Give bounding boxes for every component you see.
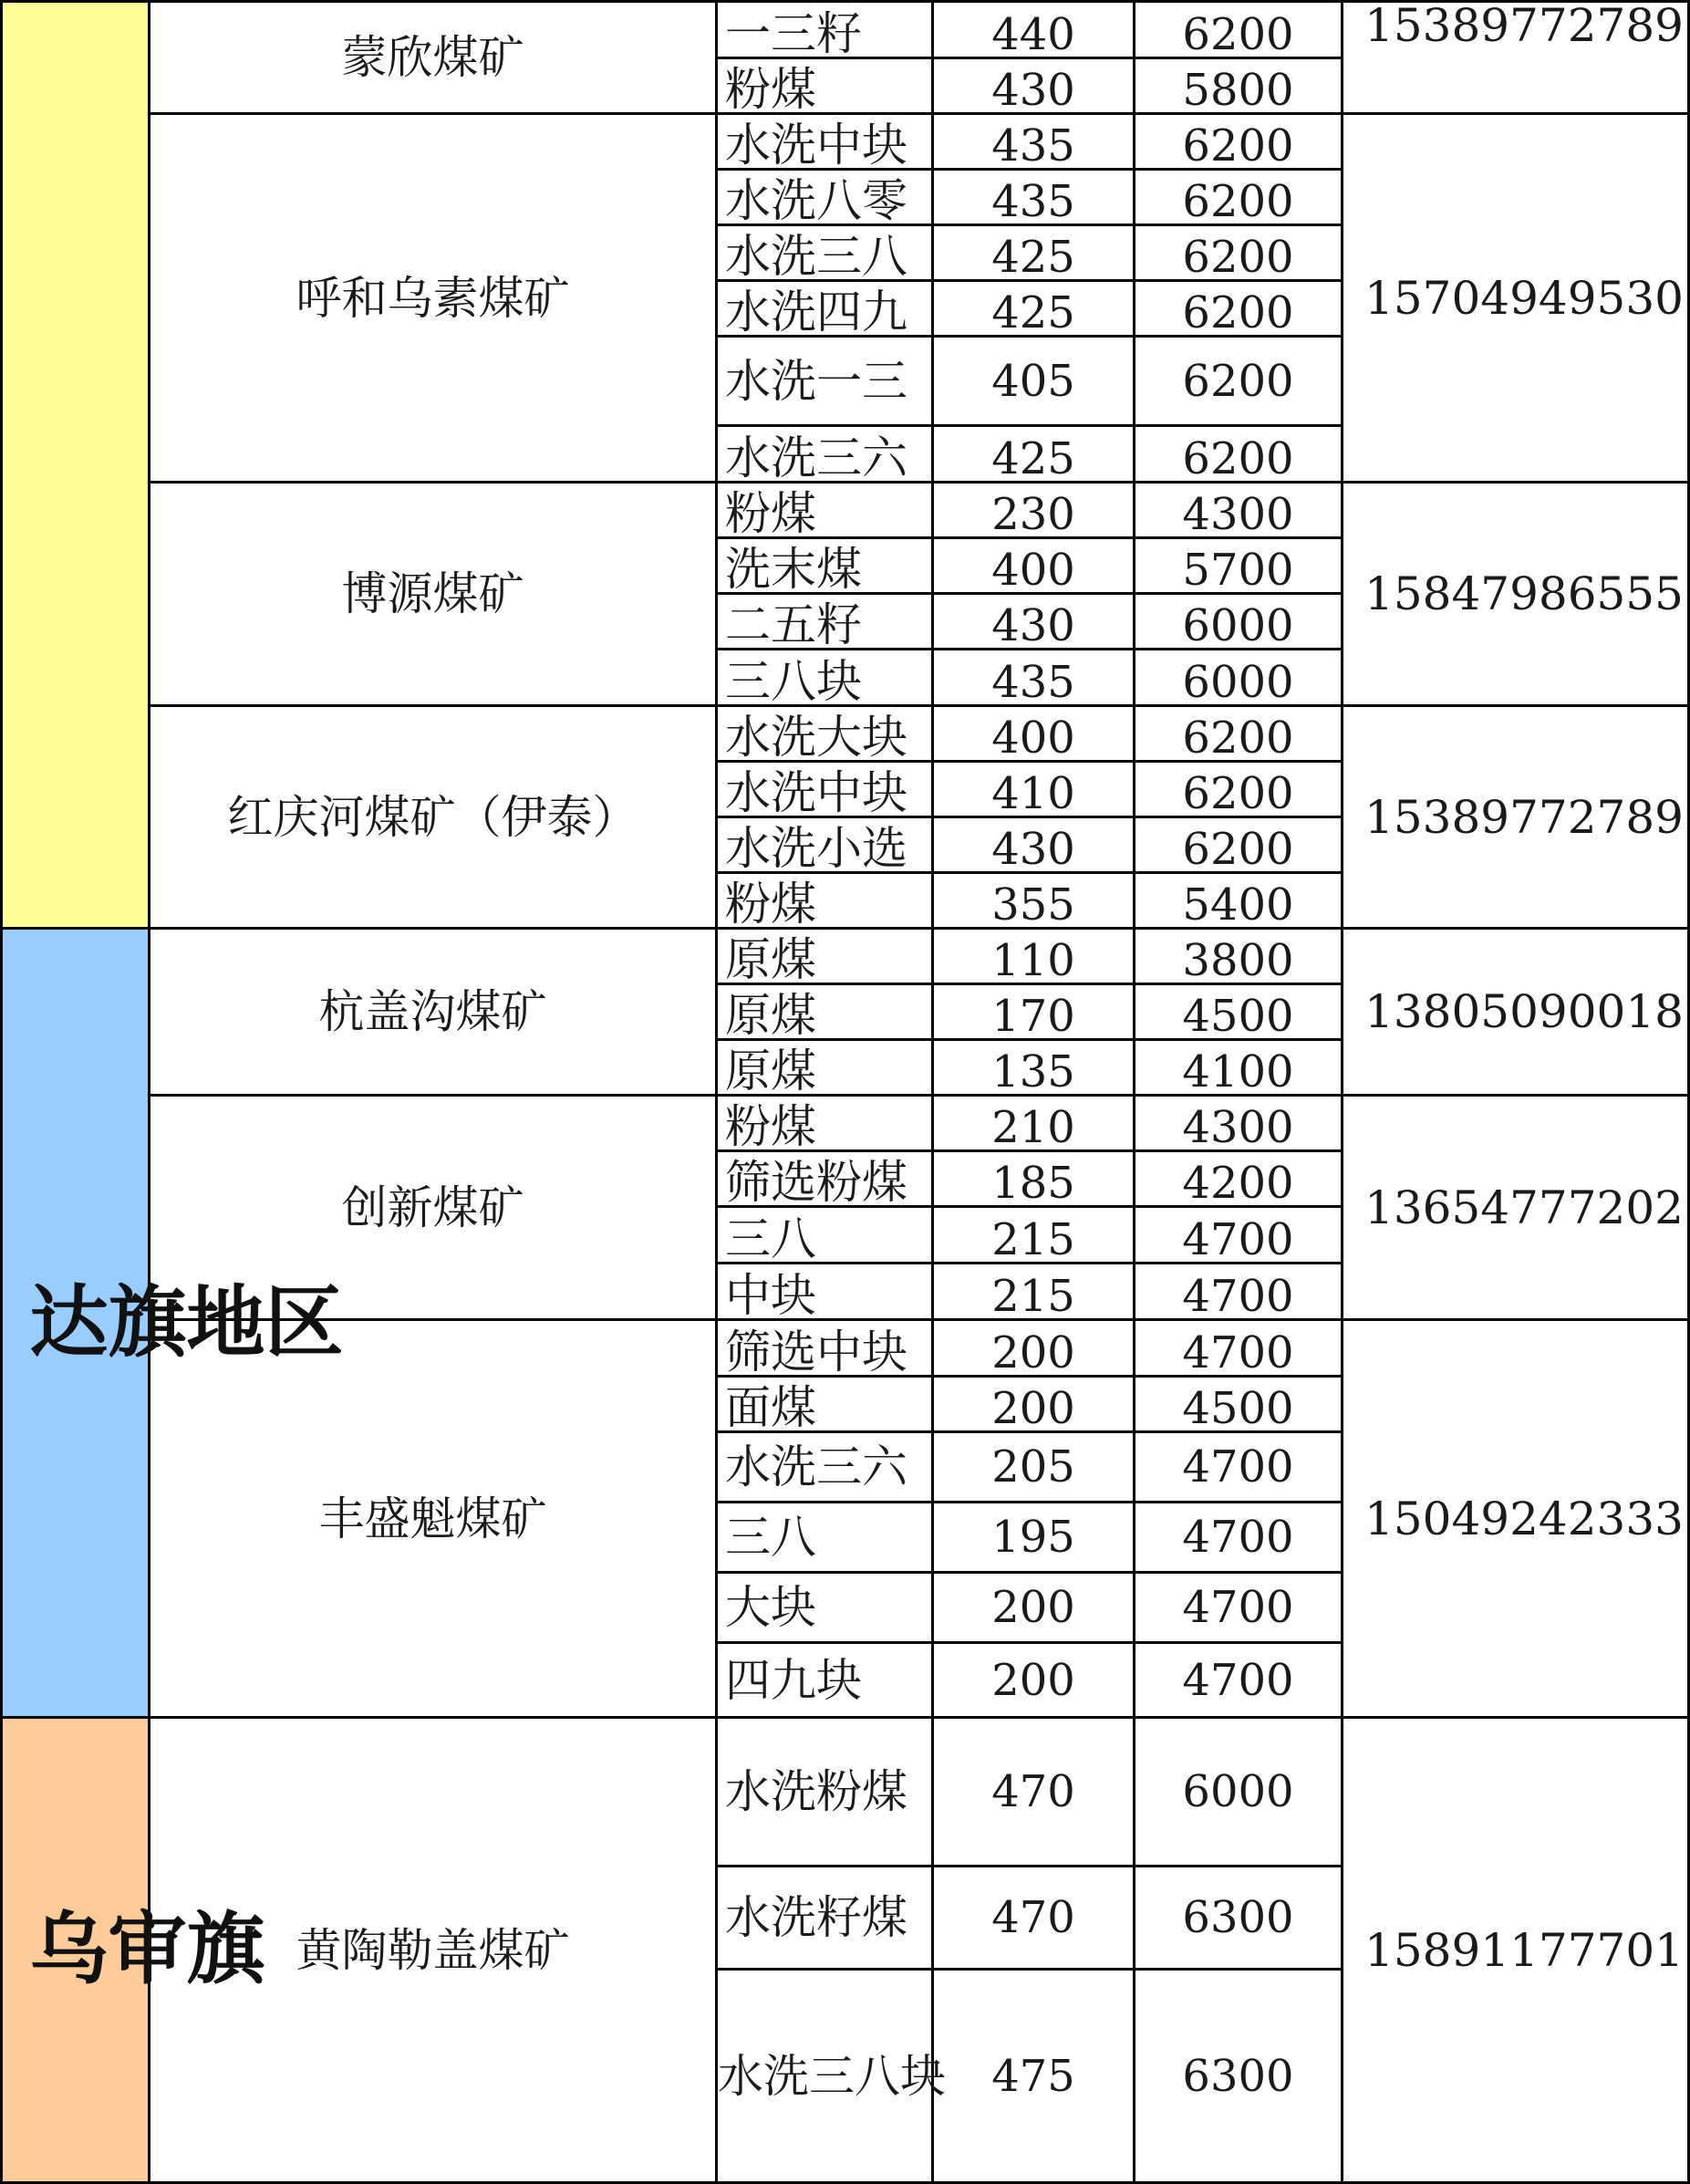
product-name: 三八 (717, 1503, 933, 1573)
calorie-value: 4200 (1135, 1151, 1343, 1207)
price-value: 170 (933, 984, 1135, 1040)
calorie-value: 5400 (1135, 873, 1343, 929)
calorie-value: 4700 (1135, 1643, 1343, 1718)
product-name: 水洗粉煤 (717, 1718, 933, 1867)
price-value: 410 (933, 762, 1135, 817)
price-value: 430 (933, 594, 1135, 650)
phone-number: 15891177701 (1343, 1718, 1689, 2183)
product-name: 水洗三六 (717, 1432, 933, 1503)
calorie-value: 4700 (1135, 1503, 1343, 1573)
mine-name: 黄陶勒盖煤矿 (150, 1718, 717, 2183)
phone-number: 13805090018 (1343, 929, 1689, 1096)
product-name: 面煤 (717, 1377, 933, 1432)
mine-name: 呼和乌素煤矿 (150, 114, 717, 483)
calorie-value: 6200 (1135, 225, 1343, 281)
phone-number: 15049242333 (1343, 1320, 1689, 1718)
product-name: 水洗三八块 (717, 1970, 933, 2183)
table-row (2, 929, 1689, 984)
calorie-value: 4700 (1135, 1207, 1343, 1264)
product-name: 一三籽 (717, 2, 933, 58)
table-row (2, 706, 1689, 762)
price-value: 205 (933, 1432, 1135, 1503)
price-value: 215 (933, 1207, 1135, 1264)
calorie-value: 4100 (1135, 1040, 1343, 1096)
mine-name: 红庆河煤矿（伊泰） (150, 706, 717, 929)
product-name: 粉煤 (717, 1096, 933, 1151)
price-value: 425 (933, 225, 1135, 281)
mine-name: 博源煤矿 (150, 483, 717, 706)
price-value: 215 (933, 1264, 1135, 1320)
product-name: 原煤 (717, 929, 933, 984)
mine-name: 杭盖沟煤矿 (150, 929, 717, 1096)
product-name: 水洗三八 (717, 225, 933, 281)
table-row (2, 2, 1689, 58)
price-value: 435 (933, 650, 1135, 706)
calorie-value: 6300 (1135, 1867, 1343, 1970)
price-value: 470 (933, 1718, 1135, 1867)
price-value: 210 (933, 1096, 1135, 1151)
price-value: 405 (933, 337, 1135, 426)
product-name: 水洗四九 (717, 281, 933, 337)
product-name: 原煤 (717, 984, 933, 1040)
product-name: 粉煤 (717, 483, 933, 538)
product-name: 筛选粉煤 (717, 1151, 933, 1207)
mine-name: 丰盛魁煤矿 (150, 1320, 717, 1718)
calorie-value: 5700 (1135, 538, 1343, 594)
price-value: 440 (933, 2, 1135, 58)
calorie-value: 3800 (1135, 929, 1343, 984)
price-value: 200 (933, 1643, 1135, 1718)
product-name: 大块 (717, 1573, 933, 1643)
region-cell (2, 2, 150, 929)
calorie-value: 6000 (1135, 650, 1343, 706)
calorie-value: 6200 (1135, 762, 1343, 817)
calorie-value: 6200 (1135, 281, 1343, 337)
calorie-value: 6200 (1135, 426, 1343, 483)
calorie-value: 4700 (1135, 1573, 1343, 1643)
product-name: 粉煤 (717, 873, 933, 929)
calorie-value: 6000 (1135, 594, 1343, 650)
phone-number: 15389772789 (1343, 706, 1689, 929)
calorie-value: 5800 (1135, 58, 1343, 114)
price-value: 435 (933, 170, 1135, 225)
calorie-value: 6200 (1135, 170, 1343, 225)
price-value: 435 (933, 114, 1135, 170)
price-value: 230 (933, 483, 1135, 538)
product-name: 洗末煤 (717, 538, 933, 594)
price-value: 400 (933, 706, 1135, 762)
price-value: 195 (933, 1503, 1135, 1573)
product-name: 中块 (717, 1264, 933, 1320)
calorie-value: 4500 (1135, 1377, 1343, 1432)
phone-number: 15389772789 (1343, 2, 1689, 114)
product-name: 四九块 (717, 1643, 933, 1718)
product-name: 水洗大块 (717, 706, 933, 762)
price-value: 430 (933, 817, 1135, 873)
price-value: 185 (933, 1151, 1135, 1207)
price-value: 200 (933, 1573, 1135, 1643)
product-name: 水洗中块 (717, 114, 933, 170)
table-row (2, 1718, 1689, 1867)
price-value: 430 (933, 58, 1135, 114)
product-name: 粉煤 (717, 58, 933, 114)
calorie-value: 6200 (1135, 114, 1343, 170)
calorie-value: 6200 (1135, 817, 1343, 873)
calorie-value: 6200 (1135, 706, 1343, 762)
mine-name: 创新煤矿 (150, 1096, 717, 1320)
calorie-value: 4300 (1135, 1096, 1343, 1151)
price-value: 135 (933, 1040, 1135, 1096)
price-value: 475 (933, 1970, 1135, 2183)
calorie-value: 4700 (1135, 1264, 1343, 1320)
product-name: 水洗三六 (717, 426, 933, 483)
price-value: 470 (933, 1867, 1135, 1970)
product-name: 原煤 (717, 1040, 933, 1096)
region-cell: 乌审旗 (2, 1718, 150, 2183)
product-name: 三八 (717, 1207, 933, 1264)
calorie-value: 6300 (1135, 1970, 1343, 2183)
table-row (2, 1096, 1689, 1151)
price-value: 425 (933, 281, 1135, 337)
price-value: 200 (933, 1320, 1135, 1377)
mine-name: 蒙欣煤矿 (150, 2, 717, 114)
calorie-value: 6000 (1135, 1718, 1343, 1867)
calorie-value: 6200 (1135, 337, 1343, 426)
product-name: 水洗一三 (717, 337, 933, 426)
calorie-value: 6200 (1135, 2, 1343, 58)
price-value: 400 (933, 538, 1135, 594)
calorie-value: 4300 (1135, 483, 1343, 538)
phone-number: 13654777202 (1343, 1096, 1689, 1320)
price-value: 355 (933, 873, 1135, 929)
product-name: 水洗籽煤 (717, 1867, 933, 1970)
price-value: 200 (933, 1377, 1135, 1432)
product-name: 三八块 (717, 650, 933, 706)
table-row (2, 483, 1689, 538)
product-name: 水洗八零 (717, 170, 933, 225)
table-row (2, 114, 1689, 170)
phone-number: 15704949530 (1343, 114, 1689, 483)
calorie-value: 4700 (1135, 1432, 1343, 1503)
region-cell: 达旗地区 (2, 929, 150, 1718)
product-name: 二五籽 (717, 594, 933, 650)
product-name: 水洗中块 (717, 762, 933, 817)
phone-number: 15847986555 (1343, 483, 1689, 706)
product-name: 筛选中块 (717, 1320, 933, 1377)
price-value: 110 (933, 929, 1135, 984)
product-name: 水洗小选 (717, 817, 933, 873)
calorie-value: 4500 (1135, 984, 1343, 1040)
price-value: 425 (933, 426, 1135, 483)
calorie-value: 4700 (1135, 1320, 1343, 1377)
